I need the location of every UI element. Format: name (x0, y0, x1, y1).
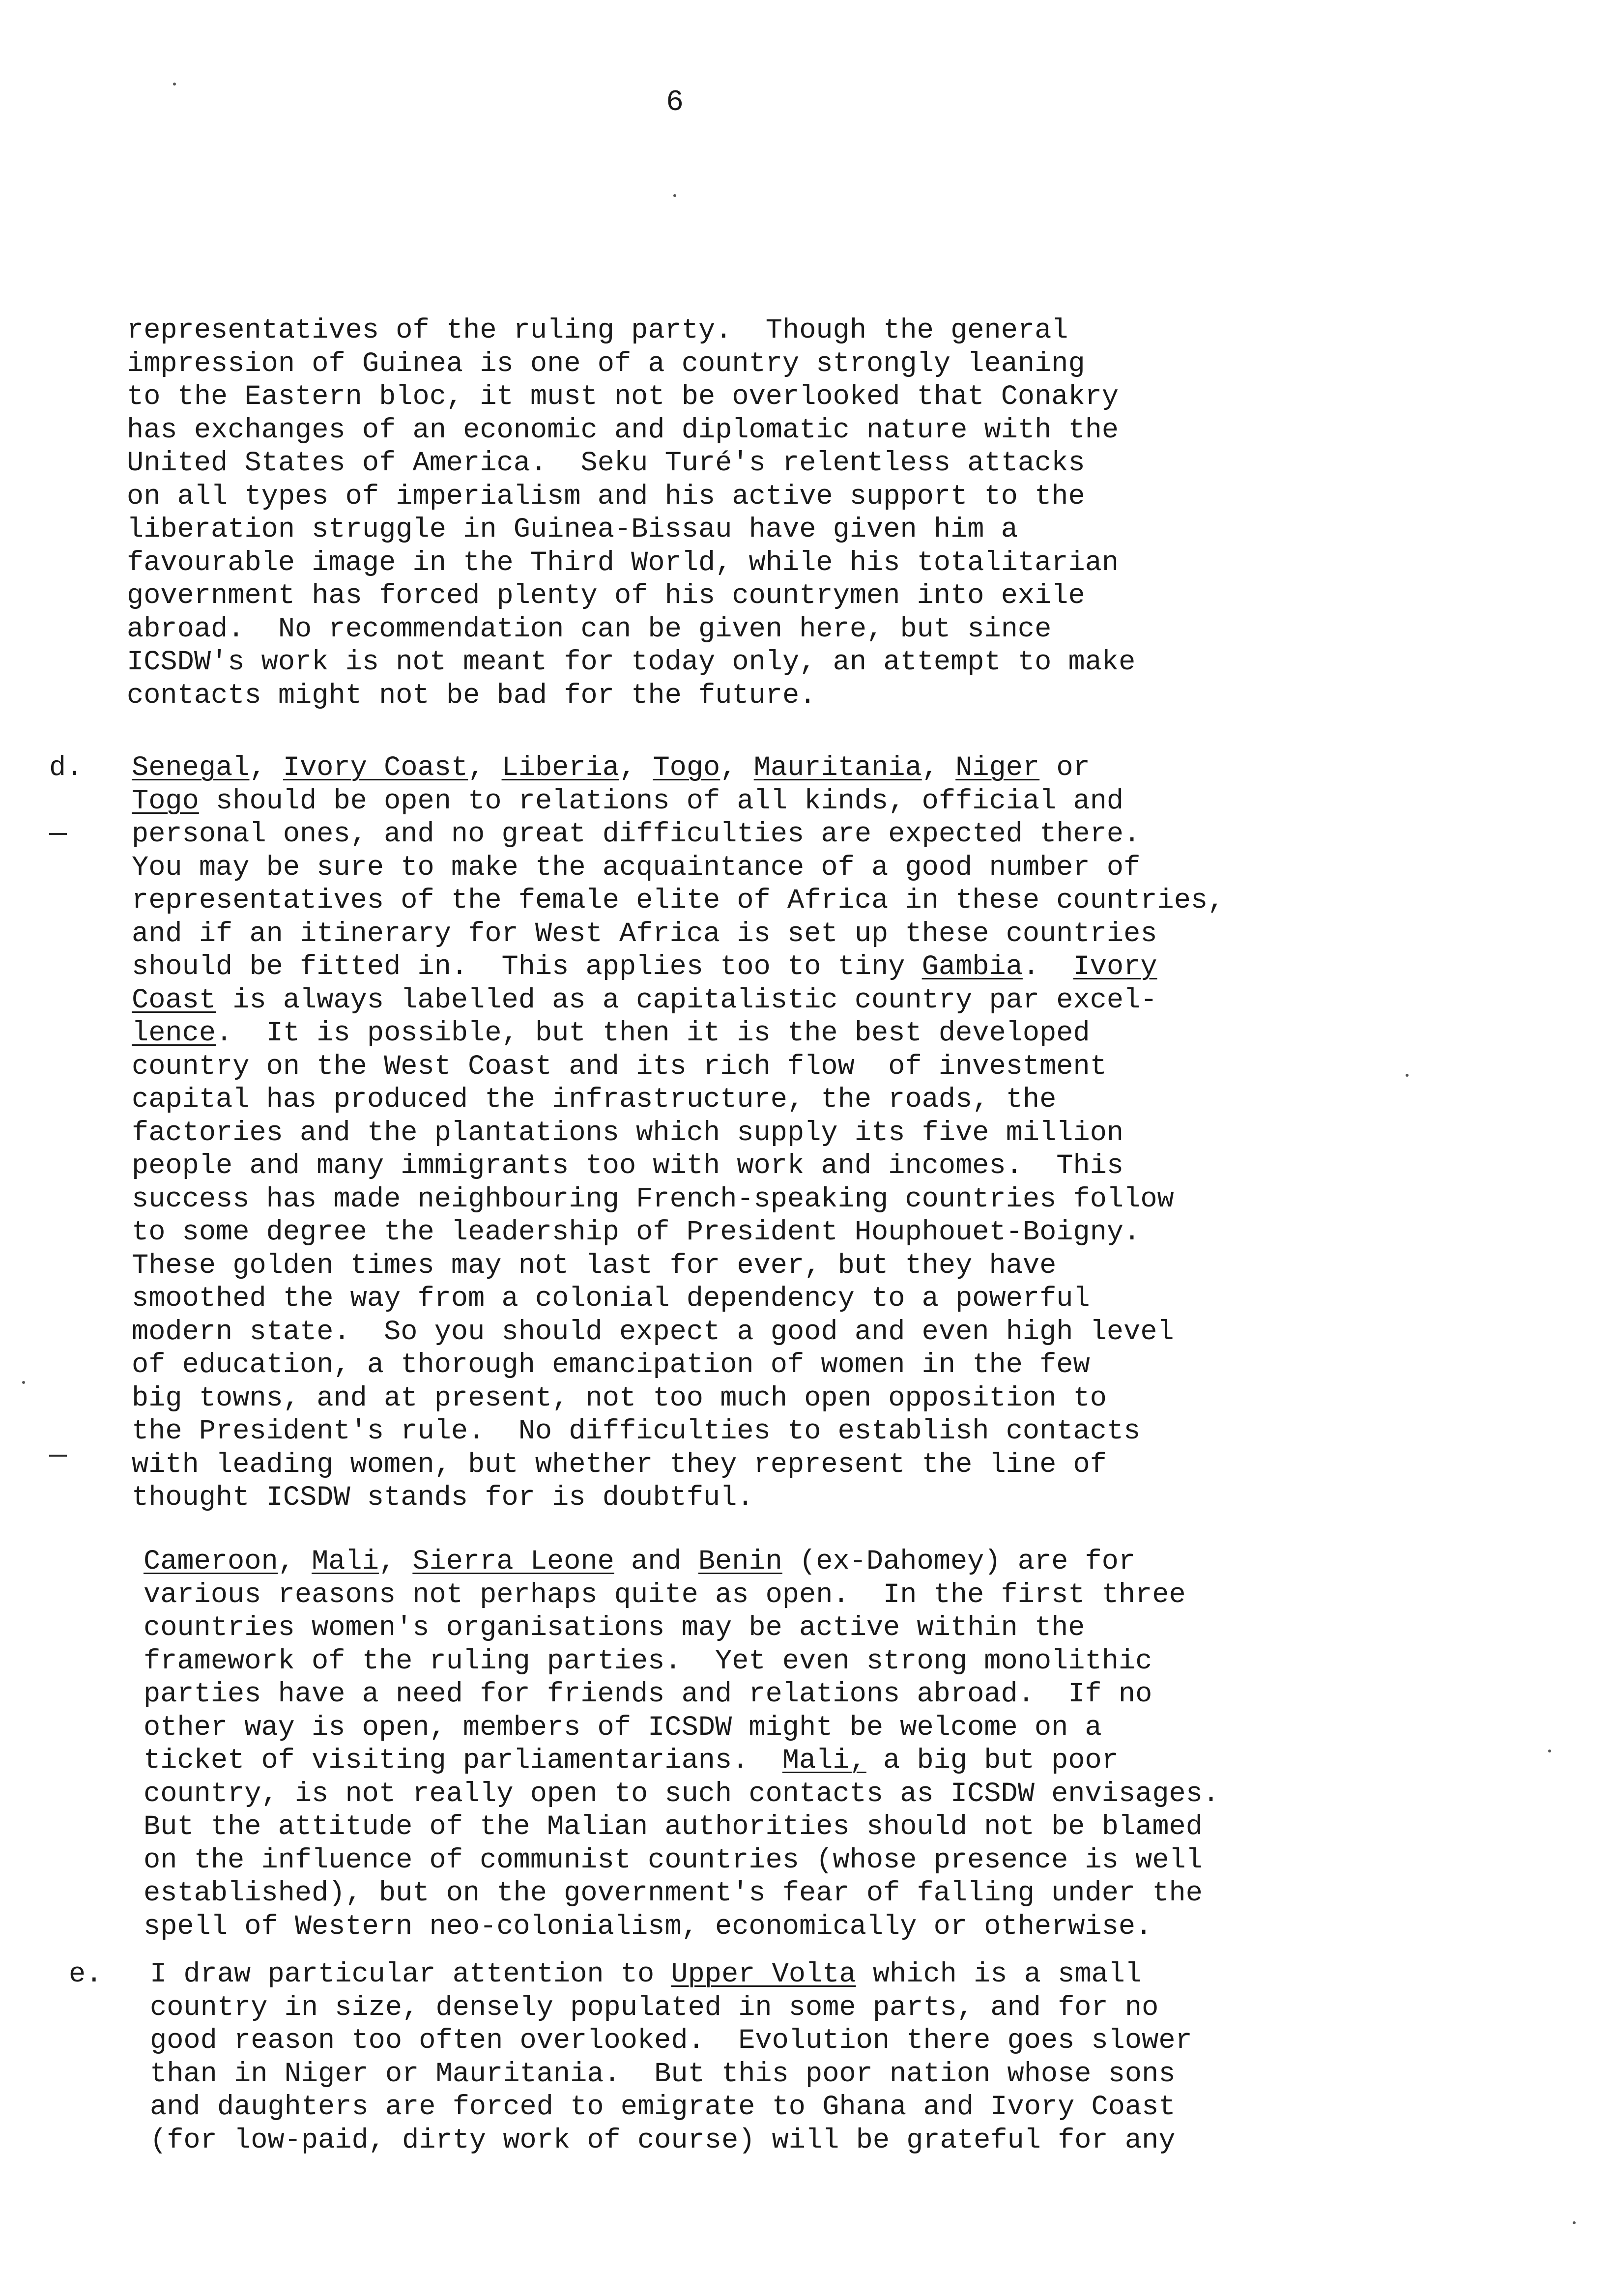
text-segment: capital has produced the infrastructure, the roads, the (132, 1084, 1057, 1116)
text-line (132, 785, 1224, 819)
underlined-place-name: Ivory (1073, 951, 1157, 983)
text-line (144, 1645, 1219, 1679)
underlined-place-name: Mali (312, 1546, 379, 1578)
text-line (132, 1216, 1224, 1250)
text-line (144, 1612, 1219, 1645)
underlined-place-name: Upper Volta (671, 1959, 856, 1990)
text-line (144, 1579, 1219, 1612)
text-segment: , (249, 752, 283, 784)
text-line (150, 2091, 1192, 2124)
text-segment: , (378, 1546, 413, 1578)
text-segment: factories and the plantations which supply its five million (132, 1117, 1124, 1149)
text-line (144, 1546, 1219, 1579)
text-segment: . It is possible, but then it is the best developed (216, 1018, 1090, 1049)
margin-dash (49, 833, 67, 835)
text-line: ICSDW's work is not meant for today only, an attempt to make (127, 647, 1136, 678)
text-line: representatives of the ruling party. Though the general (127, 315, 1068, 346)
text-segment: (ex-Dahomey) are for (782, 1546, 1136, 1578)
text-line (132, 1349, 1224, 1382)
text-line (132, 1250, 1224, 1283)
text-segment: to some degree the leadership of President Houphouet-Boigny. (132, 1217, 1141, 1248)
text-line: liberation struggle in Guinea-Bissau have given him a (127, 514, 1018, 545)
text-line (132, 1449, 1224, 1482)
text-line (150, 2058, 1192, 2092)
text-line: abroad. No recommendation can be given here, but since (127, 613, 1052, 645)
text-line (144, 1712, 1219, 1745)
underlined-place-name: Togo (653, 752, 720, 784)
text-line (144, 1745, 1219, 1778)
text-line (132, 1382, 1224, 1416)
text-segment: (for low-paid, dirty work of course) will be grateful for any (150, 2124, 1176, 2156)
scan-speck (673, 194, 676, 197)
text-segment: , (278, 1546, 312, 1578)
underlined-place-name: Liberia (501, 752, 620, 784)
text-segment: thought ICSDW stands for is doubtful. (132, 1482, 754, 1514)
text-segment: and (614, 1546, 698, 1578)
scan-speck (173, 83, 176, 86)
text-line (132, 1150, 1224, 1183)
underlined-place-name: Benin (698, 1546, 782, 1578)
text-segment: on the influence of communist countries (whose presence is well (144, 1844, 1203, 1876)
text-line (132, 1017, 1224, 1051)
text-segment: other way is open, members of ICSDW might be welcome on a (144, 1712, 1102, 1744)
margin-dash (49, 1455, 67, 1457)
text-line (150, 1992, 1192, 2025)
text-line (132, 1482, 1224, 1515)
text-segment: should be open to relations of all kinds, official and (199, 785, 1124, 817)
text-segment: is always labelled as a capitalistic country par excel- (216, 984, 1157, 1016)
underlined-place-name: Gambia (921, 951, 1023, 983)
underlined-place-name: Ivory Coast (283, 752, 468, 784)
text-line (132, 818, 1224, 852)
text-line: to the Eastern bloc, it must not be overlooked that Conakry (127, 381, 1119, 413)
text-line (144, 1678, 1219, 1712)
underlined-place-name: lence (132, 1018, 216, 1049)
text-line (132, 1084, 1224, 1117)
text-segment: I draw particular attention to (150, 1959, 671, 1990)
text-segment: personal ones, and no great difficulties are expected there. (132, 819, 1141, 850)
text-line (132, 752, 1224, 785)
text-segment: or (1039, 752, 1090, 784)
text-segment: , (619, 752, 653, 784)
text-segment: framework of the ruling parties. Yet even strong monolithic (144, 1645, 1152, 1677)
text-segment: a big but poor (866, 1745, 1119, 1777)
text-segment: established), but on the government's fear of falling under the (144, 1878, 1203, 1909)
text-segment: , (720, 752, 754, 784)
text-line: has exchanges of an economic and diplomatic nature with the (127, 414, 1119, 446)
text-line (132, 951, 1224, 984)
text-line (132, 1415, 1224, 1449)
text-segment: various reasons not perhaps quite as open. In the first three (144, 1579, 1186, 1611)
scan-speck (1406, 1074, 1409, 1077)
text-line (132, 918, 1224, 951)
underlined-place-name: Coast (132, 984, 216, 1016)
text-line (150, 2124, 1192, 2158)
text-segment: country, is not really open to such contacts as ICSDW envisages. (144, 1778, 1220, 1810)
text-segment: . (1022, 951, 1073, 983)
paragraph-section-e (150, 1958, 1192, 2157)
underlined-place-name: Senegal (132, 752, 250, 784)
paragraph-cameroon-mali (144, 1546, 1219, 1944)
text-line (132, 1183, 1224, 1217)
text-segment: parties have a need for friends and relations abroad. If no (144, 1679, 1152, 1710)
text-segment: good reason too often overlooked. Evolution there goes slower (150, 2025, 1192, 2057)
text-segment: which is a small (856, 1959, 1142, 1990)
text-line (150, 2025, 1192, 2058)
text-line: government has forced plenty of his countrymen into exile (127, 580, 1085, 612)
text-line: impression of Guinea is one of a country strongly leaning (127, 348, 1085, 380)
underlined-place-name: Sierra Leone (412, 1546, 614, 1578)
text-segment: You may be sure to make the acquaintance of a good number of (132, 852, 1141, 884)
paragraph-section-d (132, 752, 1224, 1515)
text-segment: people and many immigrants too with work and incomes. This (132, 1150, 1124, 1182)
underlined-place-name: Cameroon (144, 1546, 278, 1578)
text-segment: modern state. So you should expect a good and even high level (132, 1316, 1174, 1348)
text-line (144, 1877, 1219, 1911)
text-line (144, 1778, 1219, 1811)
underlined-place-name: Mali, (782, 1745, 866, 1777)
text-segment: the President's rule. No difficulties to establish contacts (132, 1416, 1141, 1447)
text-segment: , (921, 752, 956, 784)
text-segment: countries women's organisations may be active within the (144, 1612, 1085, 1644)
text-segment: ticket of visiting parliamentarians. (144, 1745, 782, 1777)
text-segment: should be fitted in. This applies too to tiny (132, 951, 922, 983)
text-segment: than in Niger or Mauritania. But this poor nation whose sons (150, 2058, 1176, 2090)
text-segment: success has made neighbouring French-speaking countries follow (132, 1183, 1174, 1215)
text-line (132, 1283, 1224, 1316)
page-number: 6 (666, 86, 685, 119)
text-line (132, 1316, 1224, 1349)
text-segment: , (468, 752, 502, 784)
text-line: United States of America. Seku Turé's relentless attacks (127, 448, 1085, 479)
text-line: favourable image in the Third World, while his totalitarian (127, 547, 1119, 579)
scan-speck (1573, 2221, 1576, 2224)
text-segment: with leading women, but whether they represent the line of (132, 1449, 1107, 1481)
text-line (132, 1117, 1224, 1150)
text-line (132, 1051, 1224, 1084)
text-segment: smoothed the way from a colonial dependency to a powerful (132, 1283, 1090, 1315)
text-segment: of education, a thorough emancipation of women in the few (132, 1349, 1090, 1381)
text-line (132, 885, 1224, 918)
text-line: contacts might not be bad for the future. (127, 680, 816, 712)
text-line (132, 984, 1224, 1018)
underlined-place-name: Mauritania (753, 752, 922, 784)
underlined-place-name: Togo (132, 785, 199, 817)
scan-speck (1548, 1750, 1551, 1752)
text-segment: and daughters are forced to emigrate to Ghana and Ivory Coast (150, 2092, 1176, 2123)
text-segment: country in size, densely populated in some parts, and for no (150, 1992, 1159, 2024)
text-segment: representatives of the female elite of Africa in these countries, (132, 885, 1225, 917)
text-line: on all types of imperialism and his active support to the (127, 481, 1085, 513)
paragraph-guinea (127, 315, 1135, 713)
text-line (132, 852, 1224, 885)
text-segment: spell of Western neo-colonialism, economically or otherwise. (144, 1911, 1152, 1943)
text-line (144, 1911, 1219, 1944)
text-segment: But the attitude of the Malian authorities should not be blamed (144, 1811, 1203, 1843)
text-segment: These golden times may not last for ever, but they have (132, 1250, 1057, 1282)
underlined-place-name: Niger (955, 752, 1040, 784)
text-line (150, 1958, 1192, 1992)
text-line (144, 1844, 1219, 1878)
section-d-marker: d. (49, 752, 83, 784)
text-segment: big towns, and at present, not too much open opposition to (132, 1382, 1107, 1414)
text-segment: country on the West Coast and its rich flow of investment (132, 1051, 1107, 1083)
text-line (144, 1811, 1219, 1844)
scan-speck (22, 1381, 25, 1384)
text-segment: and if an itinerary for West Africa is set up these countries (132, 918, 1157, 950)
section-e-marker: e. (69, 1959, 103, 1990)
